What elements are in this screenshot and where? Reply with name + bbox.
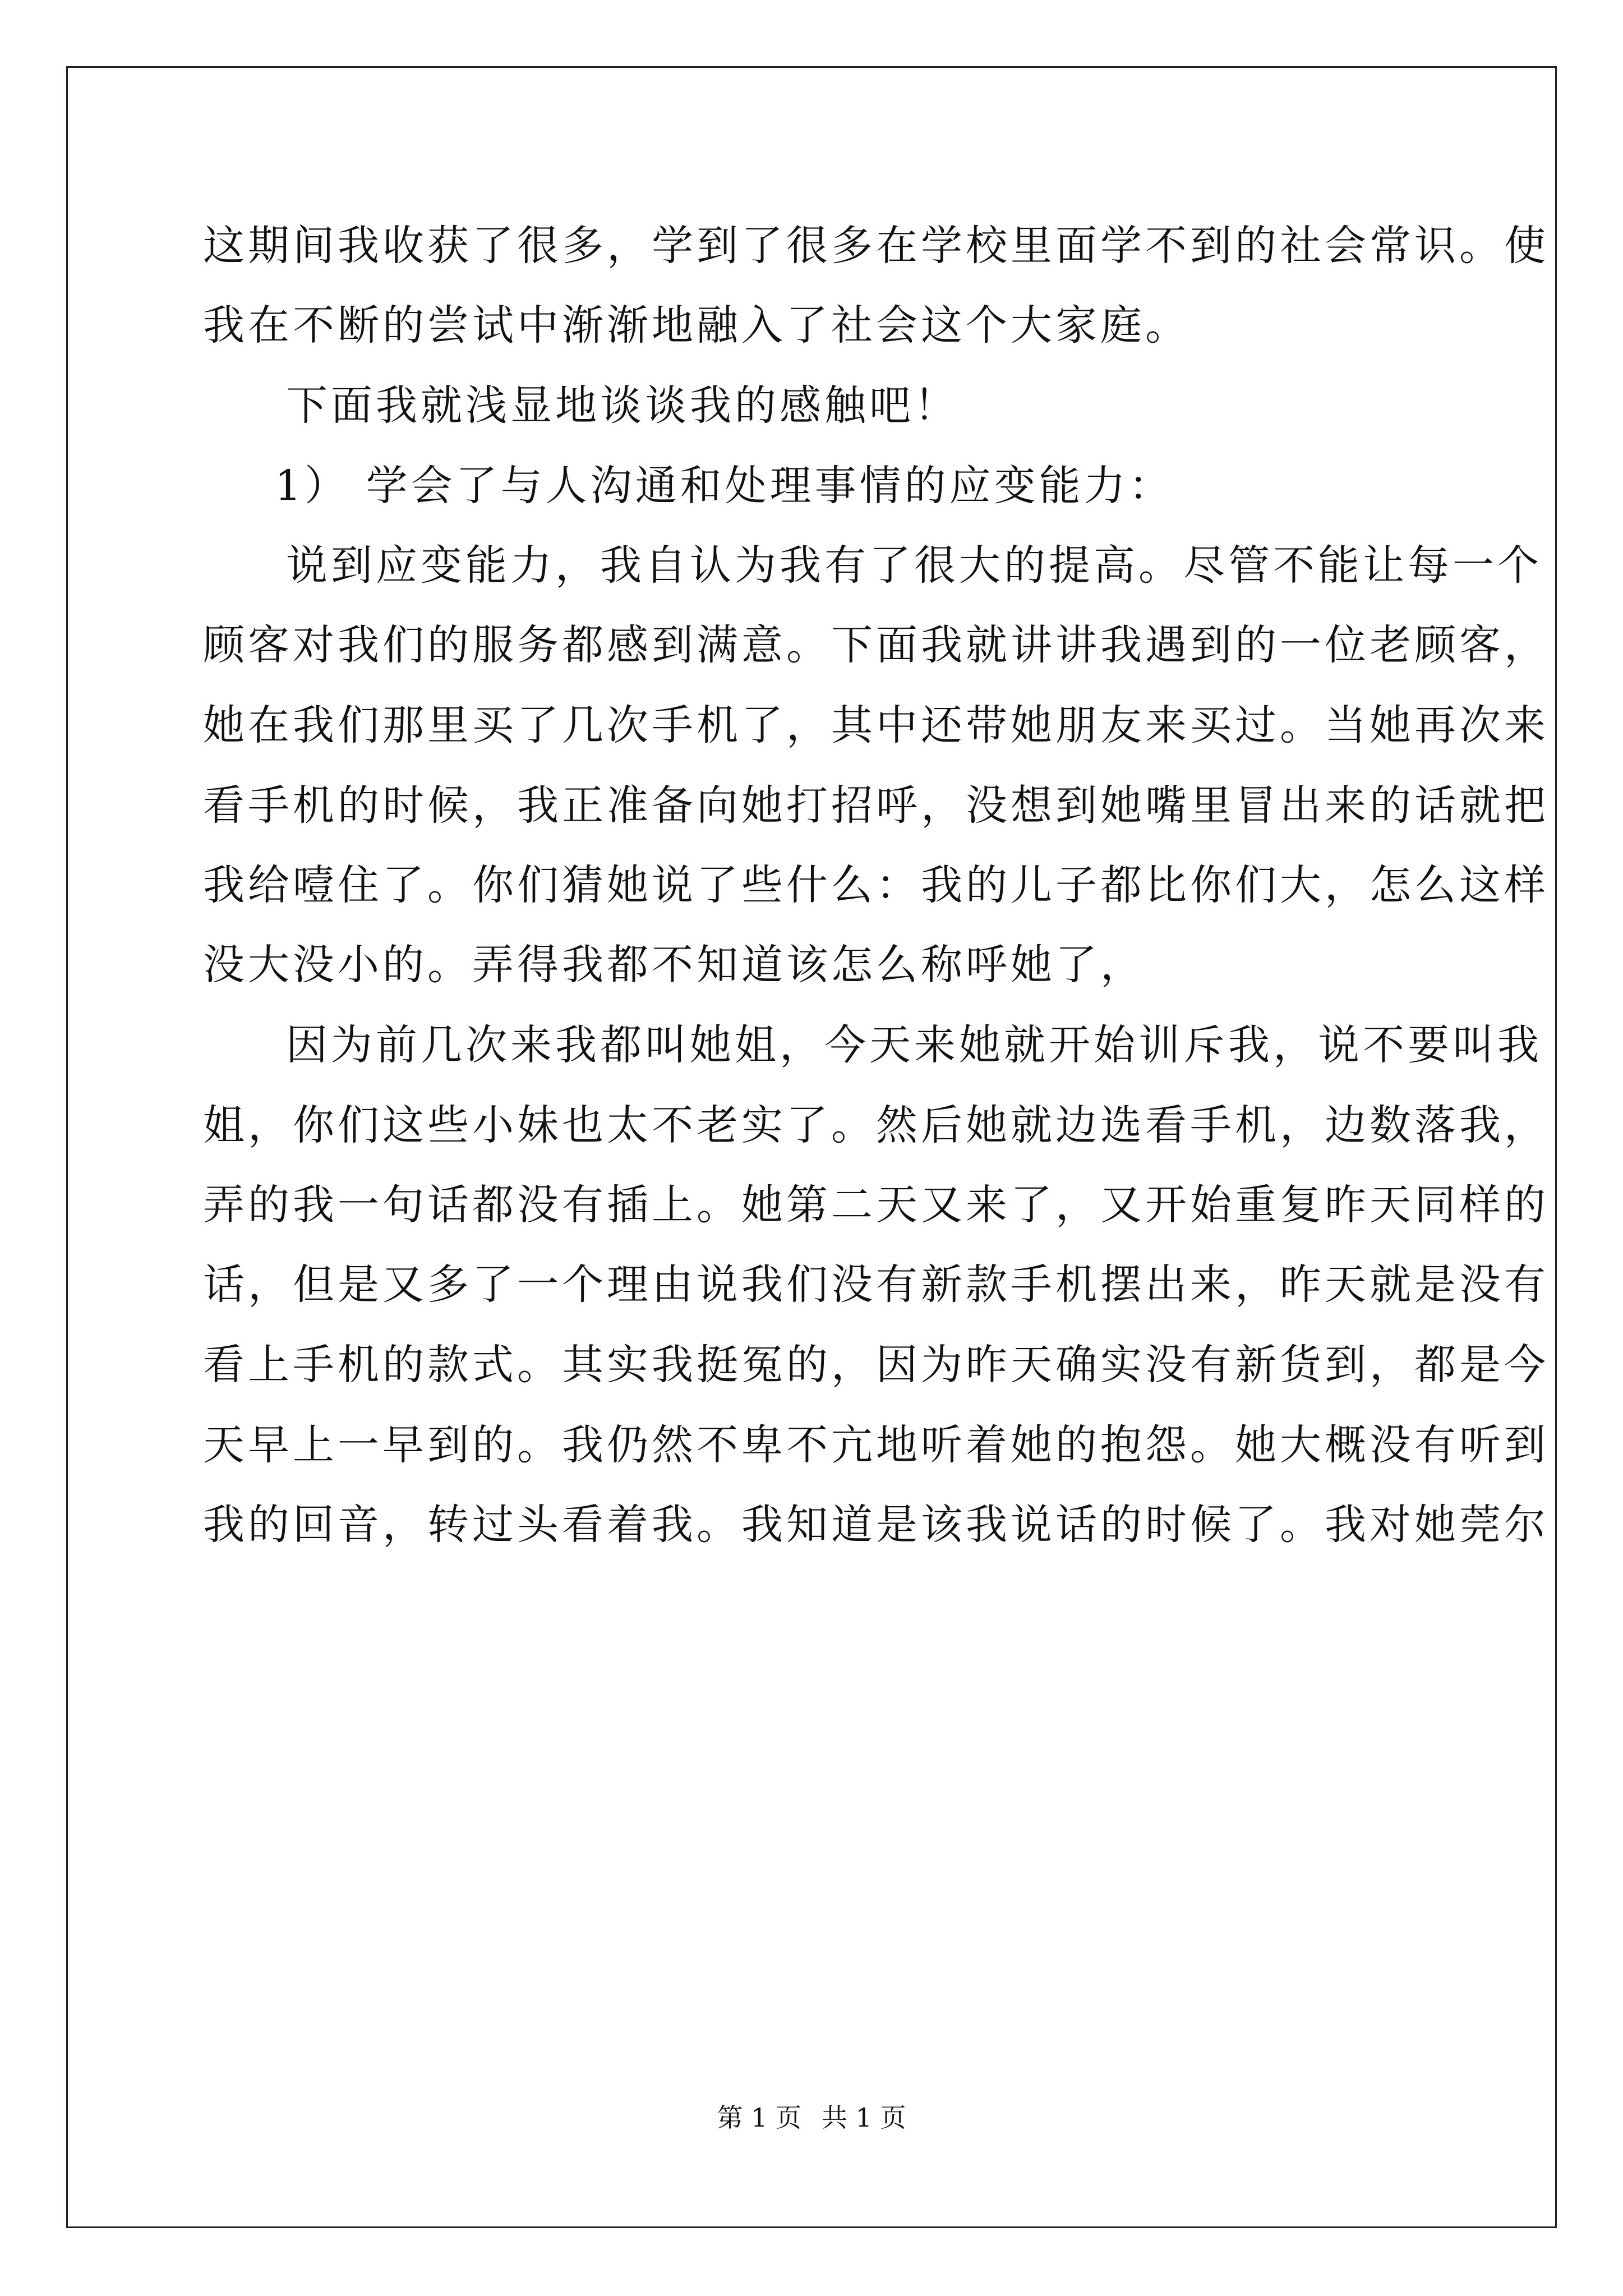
text-line: 弄的我一句话都没有插上。她第二天又来了，又开始重复昨天同样的 — [203, 1181, 1549, 1229]
text-line: 说到应变能力，我自认为我有了很大的提高。尽管不能让每一个 — [286, 541, 1542, 590]
page-total: 共 1 页 — [822, 2102, 906, 2133]
text-line: 因为前几次来我都叫她姐，今天来她就开始训斥我，说不要叫我 — [286, 1021, 1542, 1069]
text-line: 姐，你们这些小妹也太不老实了。然后她就边选看手机，边数落我， — [203, 1101, 1549, 1149]
text-line: 看上手机的款式。其实我挺冤的，因为昨天确实没有新货到，都是今 — [203, 1341, 1549, 1389]
text-line: 没大没小的。弄得我都不知道该怎么称呼她了， — [203, 941, 1145, 989]
text-line: 下面我就浅显地谈谈我的感触吧！ — [286, 381, 959, 430]
text-line: 这期间我收获了很多，学到了很多在学校里面学不到的社会常识。使 — [203, 222, 1549, 270]
page-number: 第 1 页 — [717, 2102, 801, 2133]
text-line: 我在不断的尝试中渐渐地融入了社会这个大家庭。 — [203, 301, 1190, 349]
text-line: 我的回音，转过头看着我。我知道是该我说话的时候了。我对她莞尔 — [203, 1501, 1549, 1549]
page-footer — [0, 2101, 1623, 2134]
text-line: 我给噎住了。你们猜她说了些什么：我的儿子都比你们大，怎么这样 — [203, 861, 1549, 909]
text-line: 天早上一早到的。我仍然不卑不亢地听着她的抱怨。她大概没有听到 — [203, 1421, 1549, 1469]
text-line: 她在我们那里买了几次手机了，其中还带她朋友来买过。当她再次来 — [203, 701, 1549, 749]
text-line: 看手机的时候，我正准备向她打招呼，没想到她嘴里冒出来的话就把 — [203, 781, 1549, 830]
text-line: 话，但是又多了一个理由说我们没有新款手机摆出来，昨天就是没有 — [203, 1260, 1549, 1309]
text-line: 顾客对我们的服务都感到满意。下面我就讲讲我遇到的一位老顾客， — [203, 621, 1549, 669]
text-line: 1） 学会了与人沟通和处理事情的应变能力： — [275, 462, 1174, 510]
